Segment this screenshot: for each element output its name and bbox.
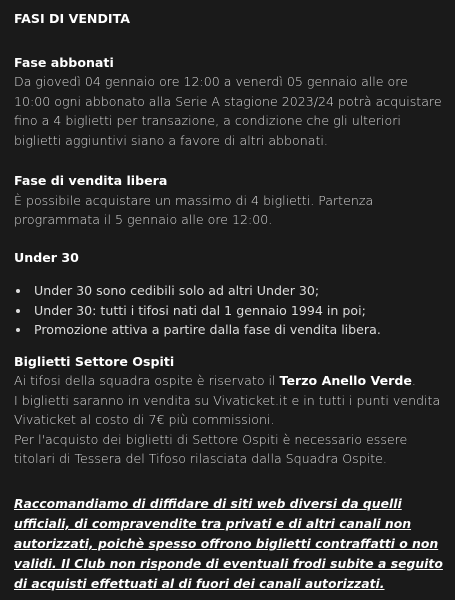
under30-heading: Under 30 [14,249,79,265]
section-free-sale [14,171,443,230]
section-under30 [14,248,443,340]
away-line-1-suffix: . [411,373,416,388]
bullet-icon [16,289,20,293]
free-sale-heading: Fase di vendita libera [14,173,168,188]
away-line-1-prefix: Ai tifosi della squadra ospite è riservato il [14,373,280,388]
fraud-warning: Raccomandiamo di diffidare di siti web diversi da quelli ufficiali, di compravendite tra privati e di altri canali non autorizzati, poichè spesso offrono biglietti contraffatti o non validi. Il Club non risponde di eventuali frodi subite a seguito di acquisti effettuati al di fuori dei canali autorizzati. [14,495,443,591]
list-item [14,320,443,340]
away-heading: Biglietti Settore Ospiti [14,353,175,369]
away-line-2: I biglietti saranno in vendita su Vivaticket.it e in tutti i punti vendita Vivaticket al costo di 7€ più commissioni. [14,392,441,427]
bullet-icon [16,328,20,332]
away-line-1 [14,371,443,391]
page-title: FASI DI VENDITA [14,11,130,26]
subscribers-text: Da giovedì 04 gennaio ore 12:00 a venerdì 05 gennaio alle ore 10:00 ogni abbonato alla Serie A stagione 2023/24 potrà acquistare fino a 4 biglietti per transazione, a condizione che gli ulteriori biglietti aggiuntivi siano a favore di altri abbonati. [14,74,442,148]
list-item-text: Under 30 sono cedibili solo ad altri Under 30; [34,283,320,298]
list-item [14,301,443,321]
section-subscribers [14,53,443,151]
list-item [14,281,443,301]
list-item-text: Under 30: tutti i tifosi nati dal 1 gennaio 1994 in poi; [34,302,366,318]
away-sector-name: Terzo Anello Verde [279,373,412,388]
free-sale-text: È possibile acquistare un massimo di 4 biglietti. Partenza programmata il 5 gennaio alle ore 12:00. [14,192,374,227]
list-item-text: Promozione attiva a partire dalla fase di vendita libera. [34,322,381,337]
section-away [14,352,443,469]
away-line-3: Per l'acquisto dei biglietti di Settore Ospiti è necessario essere titolari di Tessera del Tifoso rilasciata dalla Squadra Ospite. [14,431,408,466]
under30-list [14,281,443,340]
bullet-icon [16,309,20,313]
subscribers-heading: Fase abbonati [14,54,114,70]
